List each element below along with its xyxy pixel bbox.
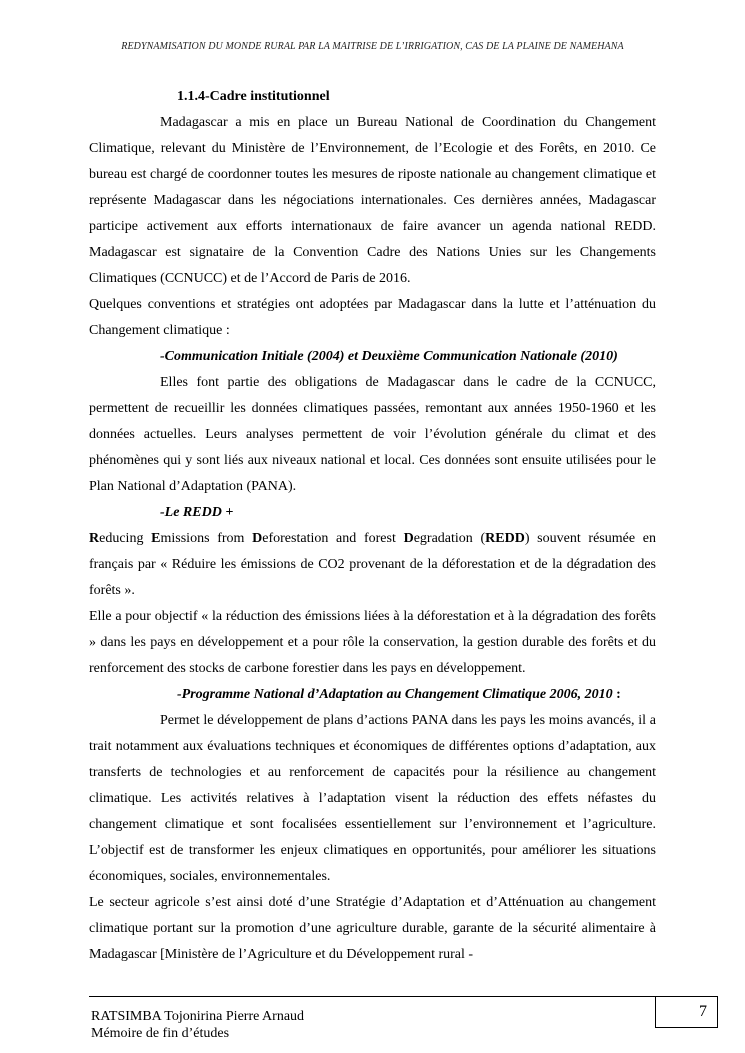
initial-d2: D	[403, 531, 414, 546]
section-heading: 1.1.4-Cadre institutionnel	[177, 89, 330, 104]
footer-author: RATSIMBA Tojonirina Pierre Arnaud	[91, 1009, 305, 1024]
initial-e: E	[151, 531, 161, 546]
running-header: REDYNAMISATION DU MONDE RURAL PAR LA MAITRISE DE L’IRRIGATION, CAS DE LA PLAINE DE NAMEHANA	[121, 41, 624, 52]
subheading-communication: -Communication Initiale (2004) et Deuxième Communication Nationale (2010)	[160, 349, 618, 364]
page-body	[89, 84, 656, 968]
paragraph-conventions: Quelques conventions et stratégies ont adoptées par Madagascar dans la lutte et l’atténuation du Changement climatique :	[89, 297, 656, 338]
paragraph-intro: Madagascar a mis en place un Bureau National de Coordination du Changement Climatique, relevant du Ministère de l’Environnement, de l’Ecologie et des Forêts, en 2010. Ce bureau est chargé de coordonner toutes les mesures de riposte nationale au changement climatique et représente Madagascar dans les négociations internationales. Ces dernières années, Madagascar participe activement aux efforts internationaux de faire avancer un agenda national REDD. Madagascar est signataire de la Convention Cadre des Nations Unies sur les Changements Climatiques (CCNUCC) et de l’Accord de Paris de 2016.	[89, 115, 656, 286]
paragraph-pana: Permet le développement de plans d’actions PANA dans les pays les moins avancés, il a trait notamment aux évaluations techniques et économiques de différentes options d’adaptation, aux transferts de technologies et au renforcement de capacités pour la résilience au changement climatique. Les activités relatives à l’adaptation visent la réduction des effets néfastes du changement climatique et sont focalisées essentiellement sur l’environnement et l’agriculture. L’objectif est de transformer les enjeux climatiques en opportunités, pour améliorer les situations économiques, sociales, environnementales.	[89, 713, 656, 884]
acronym-redd: REDD	[485, 531, 525, 546]
initial-r: R	[89, 531, 100, 546]
footer-divider	[89, 996, 657, 997]
subheading-redd: -Le REDD +	[160, 505, 234, 520]
footer	[91, 1008, 304, 1042]
footer-doc-type: Mémoire de fin d’études	[91, 1026, 230, 1041]
paragraph-redd-definition: Reducing Emissions from Deforestation and forest Degradation (REDD) souvent résumée en français par « Réduire les émissions de CO2 provenant de la déforestation et de la dégradation des forêts ».	[89, 531, 656, 598]
initial-d: D	[252, 531, 263, 546]
paragraph-redd-objective: Elle a pour objectif « la réduction des émissions liées à la déforestation et à la dégradation des forêts » dans les pays en développement et a pour rôle la conservation, la gestion durable des forêts et du renforcement des stocks de carbone forestier dans les pays en développement.	[89, 609, 656, 676]
page-number: 7	[655, 996, 718, 1028]
paragraph-communication: Elles font partie des obligations de Madagascar dans le cadre de la CCNUCC, permettent de recueillir les données climatiques passées, remontant aux années 1950-1960 et les données actuelles. Leurs analyses permettent de voir l’évolution générale du climat et des phénomènes qui y sont liés aux niveaux national et local. Ces données sont ensuite utilisées pour le Plan National d’Adaptation (PANA).	[89, 375, 656, 494]
paragraph-agriculture: Le secteur agricole s’est ainsi doté d’une Stratégie d’Adaptation et d’Atténuation au changement climatique portant sur la promotion d’une agriculture durable, garante de la sécurité alimentaire à Madagascar [Ministère de l’Agriculture et du Développement rural -	[89, 895, 656, 962]
subheading-pana: -Programme National d’Adaptation au Changement Climatique 2006, 2010 :	[177, 687, 621, 702]
